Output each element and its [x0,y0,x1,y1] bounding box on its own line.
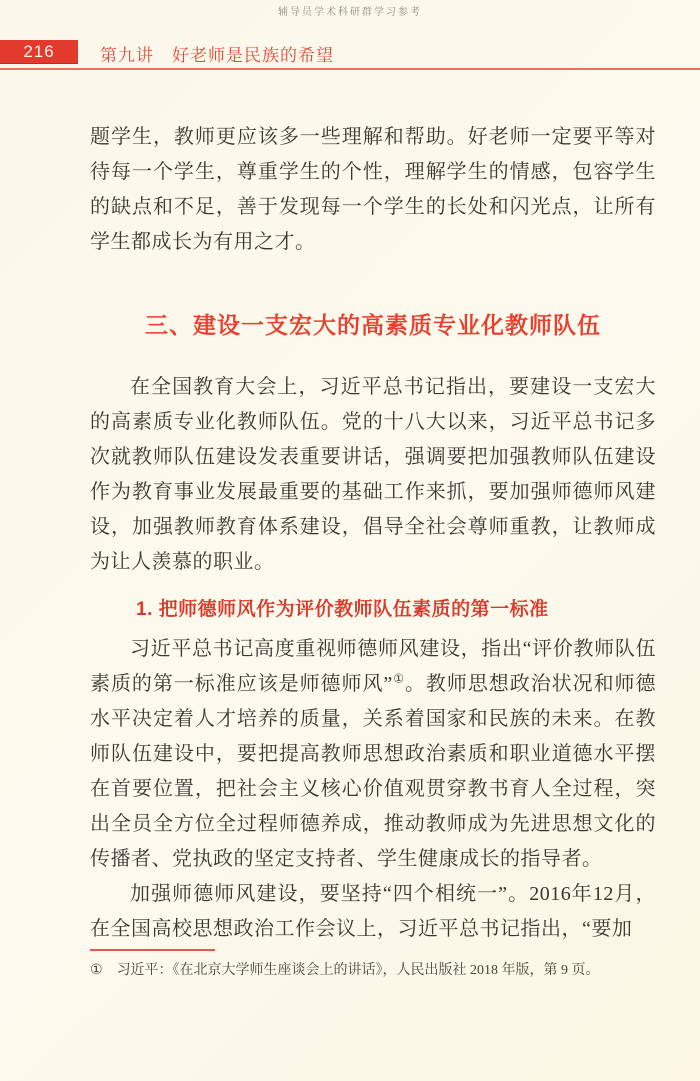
page-body [90,120,656,947]
footnote-text: 习近平：《在北京大学师生座谈会上的讲话》，人民出版社 2018 年版，第 9 页。 [116,963,600,978]
header-divider [0,68,700,70]
paragraph-text: 习近平总书记高度重视师德师风建设，指出“评价教师队伍素质的第一标准应该是师德师风” [90,638,656,695]
paragraph: 在全国教育大会上，习近平总书记指出，要建设一支宏大的高素质专业化教师队伍。党的十八大以来，习近平总书记多次就教师队伍建设发表重要讲话，强调要把加强教师队伍建设作为教育事业发展最重要的基础工作来抓，要加强师德师风建设，加强教师教育体系建设，倡导全社会尊师重教，让教师成为让人羡慕的职业。 [90,376,656,573]
chapter-title: 第九讲 好老师是民族的希望 [100,46,334,65]
paragraph [90,632,656,877]
footnote-marker: ① [90,963,103,978]
section-heading: 三、建设一支宏大的高素质专业化教师队伍 [145,312,601,338]
subsection-heading: 1. 把师德师风作为评价教师队伍素质的第一标准 [136,599,549,620]
paragraph-text: 。教师思想政治状况和师德水平决定着人才培养的质量，关系着国家和民族的未来。在教师队伍建设中，要把提高教师思想政治素质和职业道德水平摆在首要位置，把社会主义核心价值观贯穿教书育人全过程，突出全员全方位全过程师德养成，推动教师成为先进思想文化的传播者、党执政的坚定支持者、学生健康成长的指导者。 [90,673,656,870]
paragraph-continuation: 题学生，教师更应该多一些理解和帮助。好老师一定要平等对待每一个学生，尊重学生的个性，理解学生的情感，包容学生的缺点和不足，善于发现每一个学生的长处和闪光点，让所有学生都成长为有用之才。 [90,126,656,253]
page-number-badge: 216 [0,40,78,63]
footnote-divider [90,949,215,951]
footnote-reference-mark: ① [392,671,405,686]
paragraph: 加强师德师风建设，要坚持“四个相统一”。2016年12月，在全国高校思想政治工作会议上，习近平总书记指出，“要加 [90,883,656,940]
footnote-area [90,949,656,982]
page-header [0,40,700,64]
footnote [90,960,656,982]
running-header: 辅导员学术科研群学习参考 [278,7,422,18]
